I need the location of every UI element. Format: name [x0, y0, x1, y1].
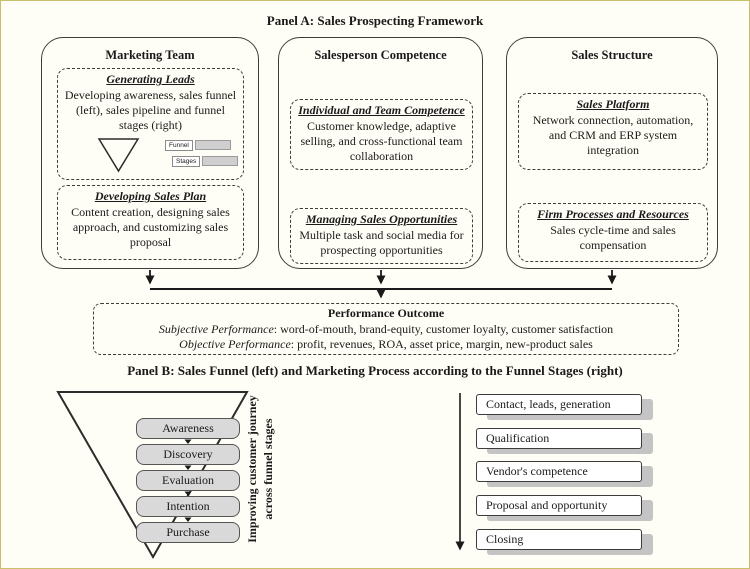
process-step-closing: Closing	[476, 529, 642, 550]
firm-processes-resources-box	[518, 203, 708, 262]
salesperson-competence-box	[278, 37, 483, 269]
objective-performance-lead: Objective Performance	[179, 337, 291, 352]
mini-funnel-bar	[195, 140, 231, 150]
customer-journey-axis-label: Improving customer journey across funnel stages	[245, 395, 275, 543]
sales-structure-box	[506, 37, 718, 269]
mini-stages-bar	[202, 156, 238, 166]
sales-platform-box	[518, 93, 708, 170]
process-step-vendors-competence: Vendor's competence	[476, 461, 642, 482]
individual-team-competence-heading: Individual and Team Competence	[298, 103, 465, 117]
process-step-contact: Contact, leads, generation	[476, 394, 642, 415]
developing-sales-plan-box	[57, 185, 244, 260]
subjective-performance-lead: Subjective Performance	[158, 321, 274, 336]
firm-processes-resources-body: Sales cycle-time and sales compensation	[550, 223, 676, 252]
generating-leads-body: Developing awareness, sales funnel (left), sales pipeline and funnel stages (right)	[64, 88, 237, 132]
managing-sales-opportunities-heading: Managing Sales Opportunities	[305, 212, 458, 226]
performance-outcome-box	[93, 303, 679, 355]
panel-a-title: Panel A: Sales Prospecting Framework	[266, 13, 484, 28]
funnel-stage-purchase: Purchase	[136, 522, 240, 543]
mini-funnel-label: Funnel	[165, 140, 193, 151]
funnel-stage-intention: Intention	[136, 496, 240, 517]
marketing-team-title: Marketing Team	[105, 48, 195, 62]
managing-sales-opportunities-box	[290, 208, 473, 264]
generating-leads-heading: Generating Leads	[106, 72, 195, 86]
developing-sales-plan-body: Content creation, designing sales approach, and customizing sales proposal	[71, 205, 230, 249]
subjective-performance-line	[94, 322, 678, 338]
performance-outcome-title: Performance Outcome	[327, 306, 445, 320]
developing-sales-plan-heading: Developing Sales Plan	[94, 189, 207, 203]
mini-stages-label: Stages	[172, 156, 200, 167]
panel-b-title: Panel B: Sales Funnel (left) and Marketing Process according to the Funnel Stages (right)	[127, 363, 623, 378]
sales-platform-body: Network connection, automation, and CRM and ERP system integration	[532, 113, 694, 157]
mini-stages-thumbnail	[172, 156, 238, 174]
subjective-performance-rest: : word-of-mouth, brand-equity, customer loyalty, customer satisfaction	[273, 321, 614, 336]
funnel-stage-awareness: Awareness	[136, 418, 240, 439]
salesperson-competence-title: Salesperson Competence	[314, 48, 447, 62]
sales-structure-title: Sales Structure	[571, 48, 653, 62]
funnel-stage-discovery: Discovery	[136, 444, 240, 465]
individual-team-competence-box	[290, 99, 473, 170]
funnel-stage-evaluation: Evaluation	[136, 470, 240, 491]
objective-performance-rest: : profit, revenues, ROA, asset price, margin, new-product sales	[290, 337, 593, 352]
sales-platform-heading: Sales Platform	[576, 97, 650, 111]
managing-sales-opportunities-body: Multiple task and social media for prospecting opportunities	[299, 228, 464, 257]
process-step-proposal: Proposal and opportunity	[476, 495, 642, 516]
process-step-qualification: Qualification	[476, 428, 642, 449]
objective-performance-line	[94, 337, 678, 353]
firm-processes-resources-heading: Firm Processes and Resources	[537, 207, 689, 221]
individual-team-competence-body: Customer knowledge, adaptive selling, and cross-functional team collaboration	[300, 119, 463, 163]
